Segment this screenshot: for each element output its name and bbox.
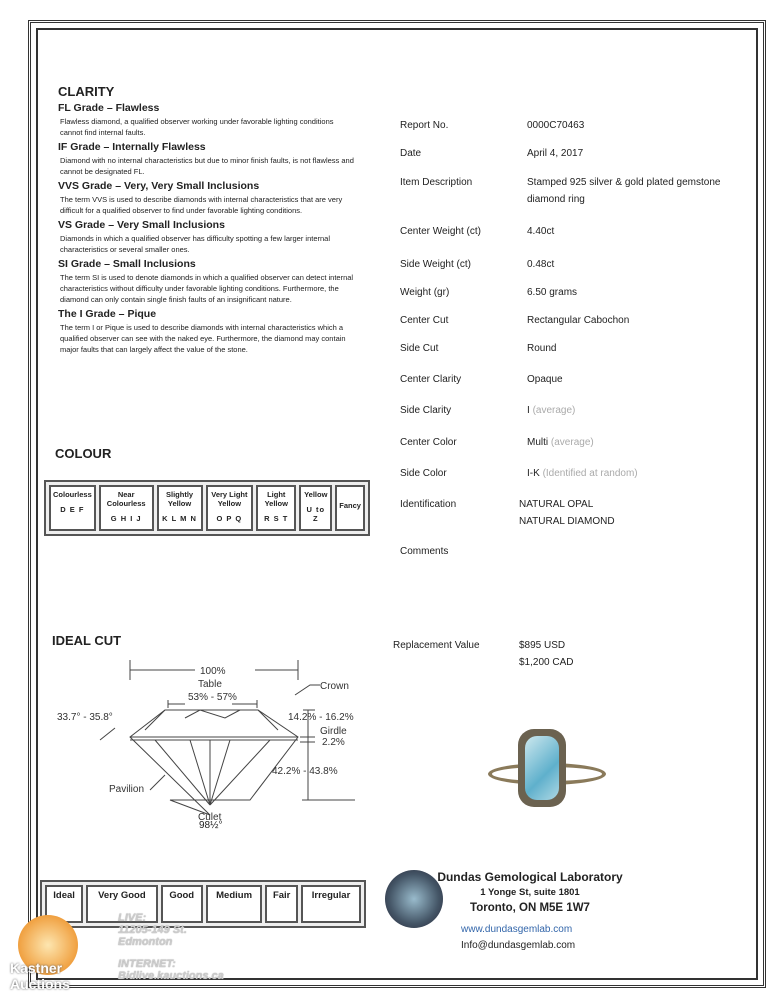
colour-grades: D E F (60, 505, 85, 514)
ideal-cut-title: IDEAL CUT (52, 633, 122, 648)
clarity-title: CLARITY (58, 84, 115, 99)
report-value-note: (average) (550, 437, 594, 448)
lab-email: Info@dundasgemlab.com (461, 940, 576, 951)
table-label: Table (198, 679, 222, 690)
diamond-proportions-diagram (40, 650, 370, 825)
colour-title: COLOUR (55, 446, 112, 461)
report-field (527, 174, 747, 208)
colour-name: Near Colourless (106, 490, 146, 508)
colour-cell (49, 485, 96, 531)
report-label: Identification (400, 499, 457, 510)
report-field (527, 340, 747, 357)
replacement-usd: $895 USD (519, 640, 566, 651)
replacement-cad: $1,200 CAD (519, 657, 574, 668)
colour-cell (206, 485, 254, 531)
report-label: Side Cut (400, 343, 439, 354)
clarity-grade-heading: FL Grade – Flawless (58, 102, 160, 114)
report-label: Item Description (400, 177, 473, 188)
replacement-value-label: Replacement Value (393, 640, 480, 651)
report-label: Date (400, 148, 422, 159)
report-label: Center Weight (ct) (400, 226, 481, 237)
report-label: Report No. (400, 120, 449, 131)
cut-grade-cell: Ideal (45, 885, 83, 923)
colour-name: Fancy (339, 500, 361, 510)
report-value: Opaque (527, 374, 563, 385)
report-value-line2: NATURAL DIAMOND (519, 516, 615, 527)
colour-grades: U to Z (306, 505, 326, 523)
report-value-note: (average) (532, 405, 576, 416)
replacement-value (519, 637, 573, 671)
report-field (527, 371, 747, 388)
colour-grades: K L M N (162, 514, 197, 523)
report-label: Side Clarity (400, 405, 452, 416)
clarity-grade-description: Diamonds in which a qualified observer has difficulty spotting a few larger internal characteristics or several smaller ones. (60, 234, 331, 254)
clarity-grade-heading: VVS Grade – Very, Very Small Inclusions (58, 180, 260, 192)
culet-label: Culet (198, 812, 222, 823)
report-value: Multi (527, 437, 549, 448)
report-label: Center Cut (400, 315, 449, 326)
report-value: April 4, 2017 (527, 148, 584, 159)
colour-name: Yellow (304, 490, 328, 499)
colour-cell (157, 485, 203, 531)
report-value: NATURAL OPAL (519, 499, 594, 510)
report-value: I-K (527, 468, 540, 479)
colour-cell (299, 485, 332, 531)
kastner-auctions-logo: Kastner Auctions (8, 915, 103, 990)
ring-photo (488, 725, 598, 815)
report-value: Round (527, 343, 557, 354)
auction-watermark: LIVE: 11205-149 St. Edmonton INTERNET: Bidlive.kauctions.ca (118, 912, 224, 982)
report-label: Side Weight (ct) (400, 259, 471, 270)
report-label: Weight (gr) (400, 287, 450, 298)
report-label: Center Clarity (400, 374, 462, 385)
report-field (527, 312, 747, 329)
clarity-grade-heading: IF Grade – Internally Flawless (58, 141, 206, 153)
report-value: 4.40ct (527, 226, 555, 237)
table-pct-label: 53% - 57% (188, 692, 237, 703)
clarity-grade-description: The term SI is used to denote diamonds in which a qualified observer can detect internal characteristics without difficulty under favorable lighting conditions. Furthermore, the diamond can only contain single finish faults of an insignificant nature. (60, 273, 354, 304)
clarity-section (58, 84, 358, 355)
colour-name: Slightly Yellow (166, 490, 194, 508)
report-field (527, 145, 747, 162)
girdle-pct-label: 2.2% (322, 737, 345, 748)
crown-angle-label: 33.7° - 35.8° (57, 712, 113, 723)
colour-name: Light Yellow (264, 490, 288, 508)
report-field (527, 223, 747, 240)
clarity-grade-description: Flawless diamond, a qualified observer working under favorable lighting conditions cannot find internal faults. (60, 117, 334, 137)
total-width-label: 100% (200, 666, 226, 677)
report-field (527, 117, 747, 134)
report-value: Rectangular Cabochon (527, 315, 630, 326)
cut-grade-cell: Medium (206, 885, 262, 923)
colour-grades: R S T (264, 514, 289, 523)
colour-grades: O P Q (216, 514, 243, 523)
lab-city: Toronto, ON M5E 1W7 (470, 902, 590, 914)
colour-name: Colourless (53, 490, 92, 499)
cut-grade-cell: Fair (265, 885, 298, 923)
clarity-grade-heading: VS Grade – Very Small Inclusions (58, 219, 225, 231)
lab-name: Dundas Gemological Laboratory (437, 870, 623, 884)
clarity-grade-heading: SI Grade – Small Inclusions (58, 258, 196, 270)
report-field (527, 402, 747, 419)
report-field (519, 496, 739, 530)
colour-cell (256, 485, 296, 531)
report-field (527, 434, 747, 451)
lab-address: 1 Yonge St, suite 1801 (480, 887, 580, 898)
cut-grade-cell: Good (161, 885, 203, 923)
report-value: 0000C70463 (527, 120, 585, 131)
colour-cell (99, 485, 154, 531)
clarity-grade-description: The term VVS is used to describe diamonds with internal characteristics that are very difficult for a qualified observer to find under favorable lighting conditions. (60, 195, 343, 215)
report-label: Comments (400, 546, 449, 557)
clarity-grade-description: The term I or Pique is used to describe diamonds with internal characteristics which a qualified observer can see with the naked eye. Furthermore, the diamond may contain major faults that can largely affect the value of the stone. (60, 323, 346, 354)
crown-height-label: 14.2% - 16.2% (288, 712, 354, 723)
report-field (527, 256, 747, 273)
colour-scale-table (44, 480, 370, 536)
pavilion-depth-label: 42.2% - 43.8% (272, 766, 338, 777)
report-value: Stamped 925 silver & gold plated gemstone diamond ring (527, 177, 721, 205)
cut-grade-cell: Irregular (301, 885, 361, 923)
culet-angle-label: 98½° (199, 820, 223, 831)
colour-name: Very Light Yellow (211, 490, 248, 508)
clarity-grade-description: Diamond with no internal characteristics but due to minor finish faults, is not flawless and cannot be designated FL. (60, 156, 354, 176)
lab-info (430, 870, 630, 914)
report-value-note: (Identified at random) (542, 468, 638, 479)
report-field (527, 284, 747, 301)
colour-cell (335, 485, 365, 531)
report-value: 6.50 grams (527, 287, 578, 298)
report-field (527, 465, 747, 482)
pavilion-label: Pavilion (109, 784, 145, 795)
report-label: Center Color (400, 437, 457, 448)
report-value: I (527, 405, 530, 416)
colour-grades: G H I J (110, 514, 142, 523)
report-label: Side Color (400, 468, 447, 479)
cut-grade-cell: Very Good (86, 885, 157, 923)
crown-label: Crown (320, 681, 349, 692)
report-value: 0.48ct (527, 259, 555, 270)
girdle-label: Girdle (320, 726, 347, 737)
lab-website-link[interactable]: www.dundasgemlab.com (461, 924, 573, 935)
clarity-grade-heading: The I Grade – Pique (58, 308, 157, 320)
